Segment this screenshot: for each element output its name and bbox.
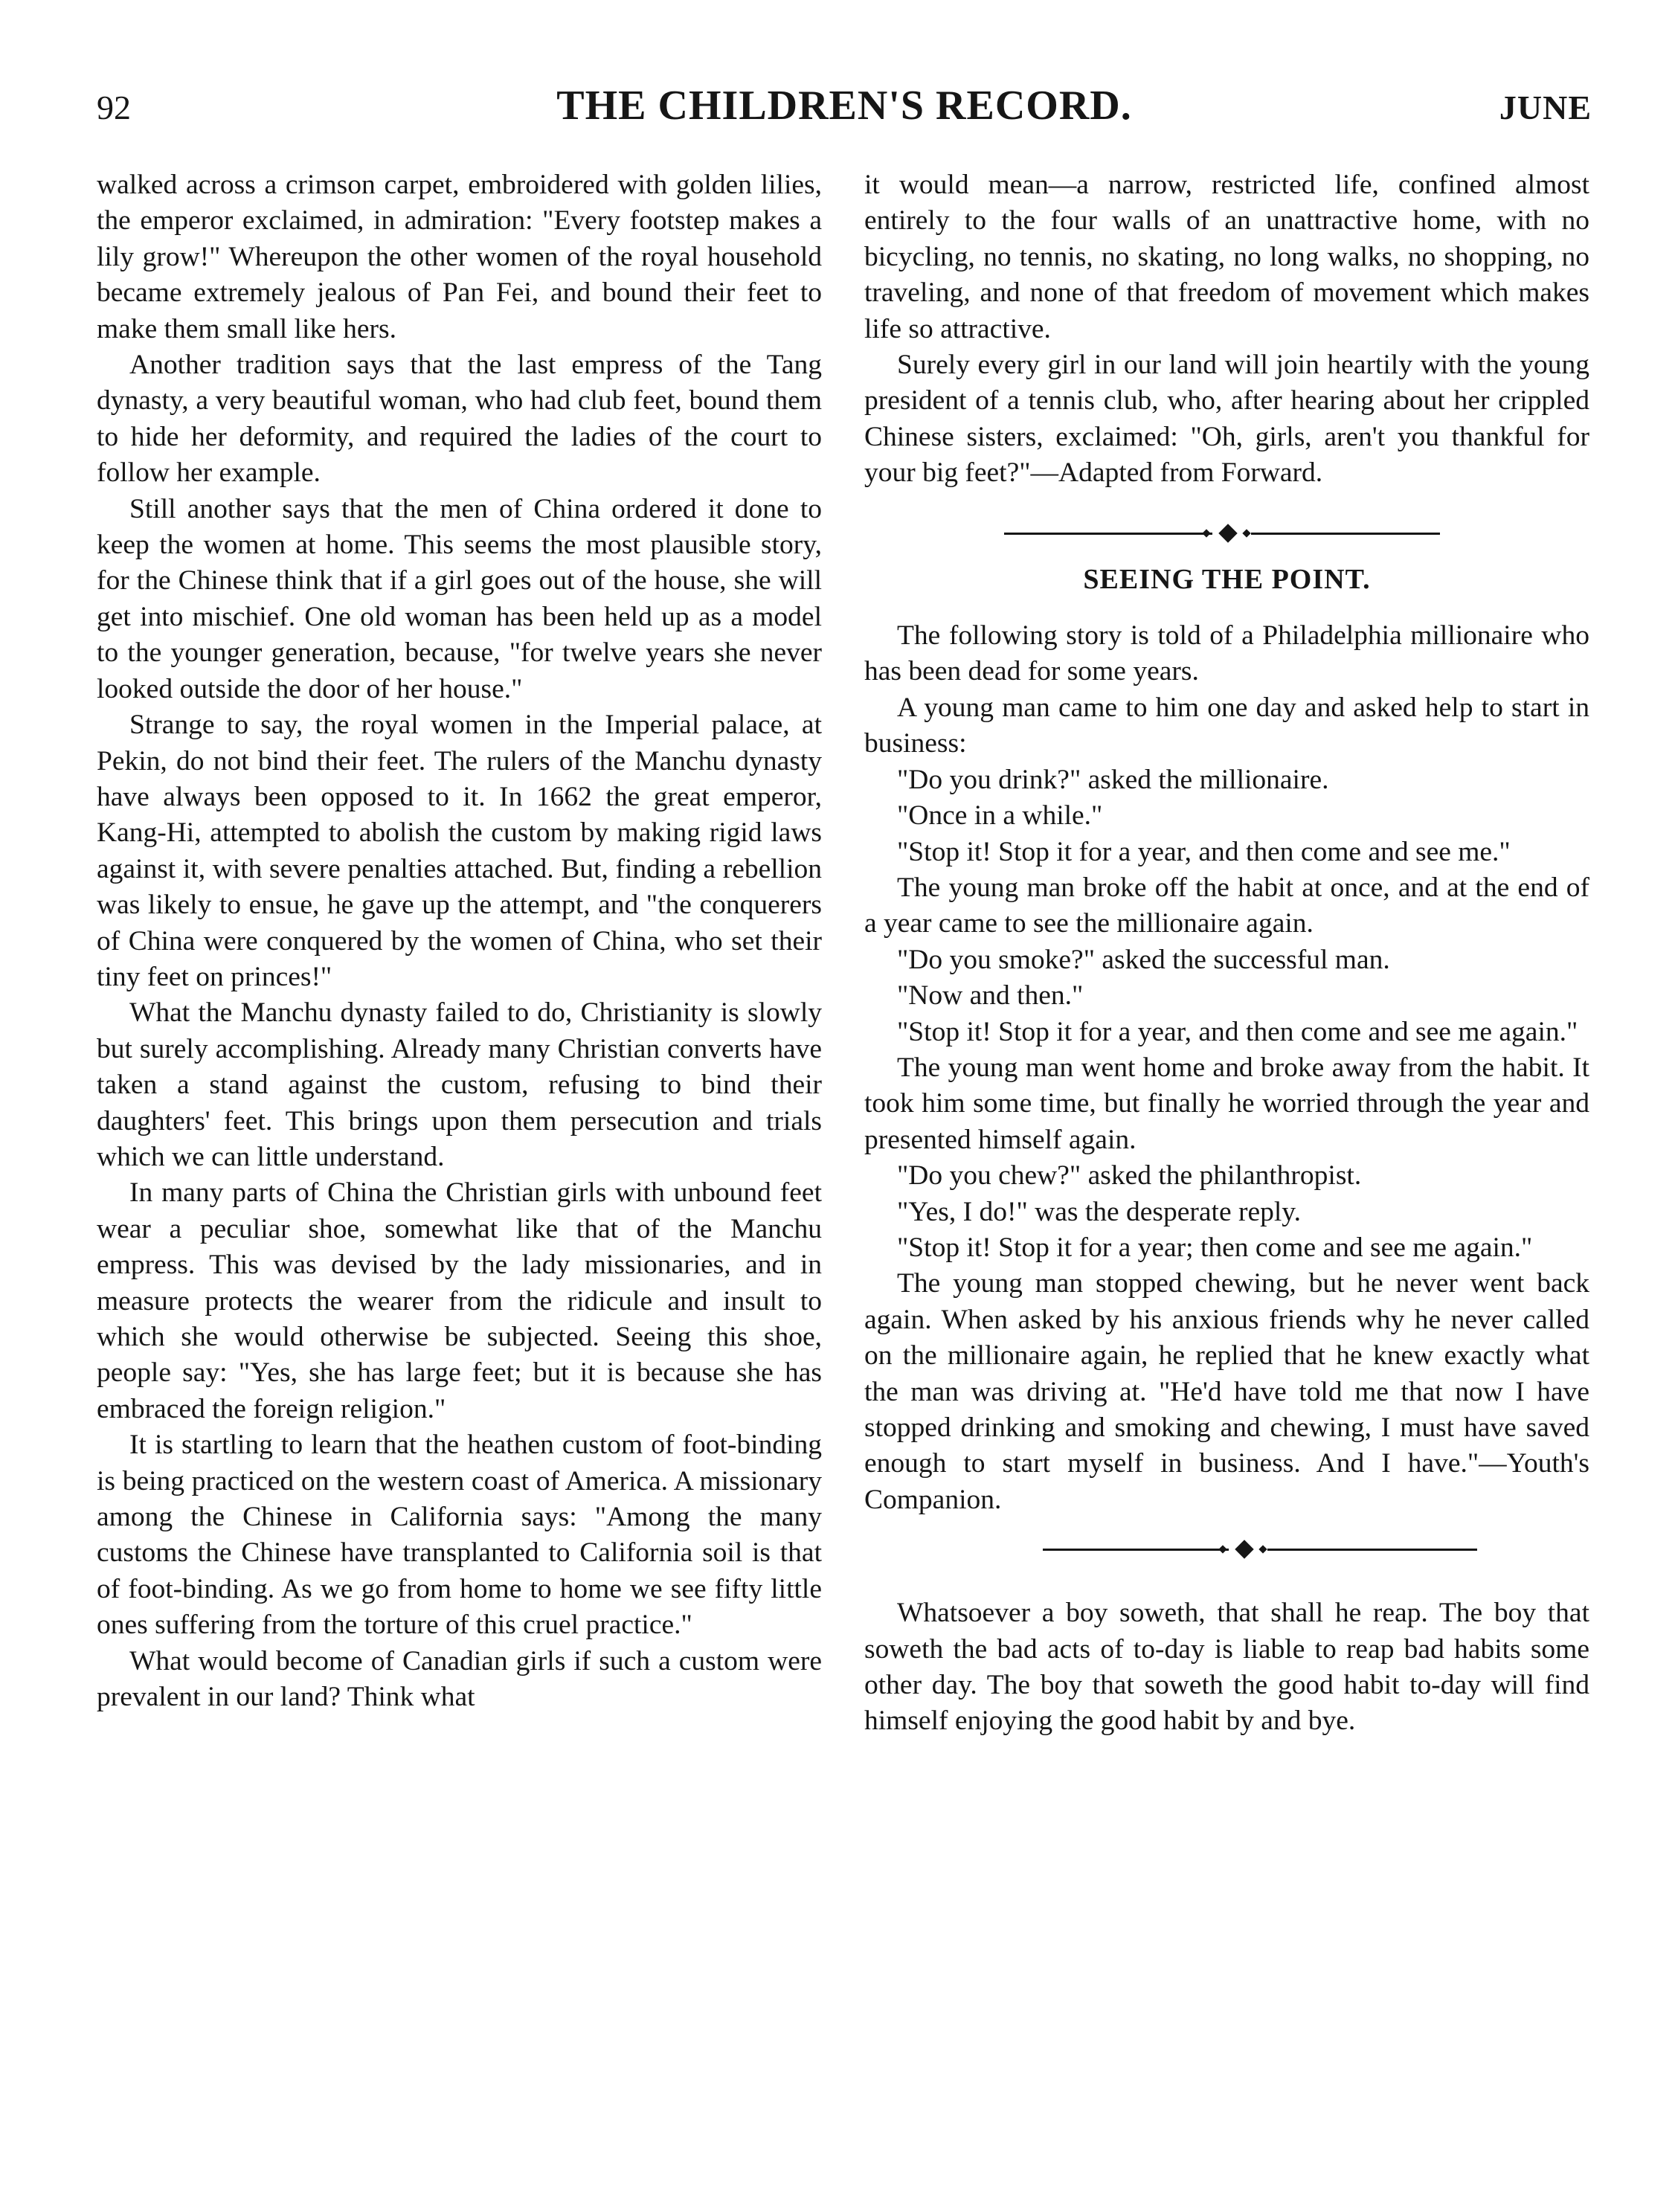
paragraph: The following story is told of a Philadelphia millionaire who has been dead for some years.	[864, 620, 1589, 687]
divider-line-right	[1251, 533, 1440, 535]
divider-dot-right	[1242, 529, 1250, 537]
paragraph: It is startling to learn that the heathen custom of foot-binding is being practiced on the western coast of America. A missionary among the Chinese in California says: "Among the many customs the Chinese have transplanted to California soil is that of foot-binding. As we go from home to home we see fifty little ones suffering from the torture of this cruel practice."	[97, 1430, 822, 1641]
paragraph: A young man came to him one day and asked help to start in business:	[864, 692, 1589, 759]
paragraph: "Stop it! Stop it for a year, and then come and see me."	[897, 836, 1511, 867]
paragraph: Still another says that the men of China ordered it done to keep the women at home. This seems the most plausible story, for the Chinese think that if a girl goes out of the house, she will get into mischief. One old woman has been held up as a model to the younger generation, because, "for twelve years she never looked outside the door of her house."	[97, 493, 822, 704]
paragraph: Strange to say, the royal women in the Imperial palace, at Pekin, do not bind their feet. The rulers of the Manchu dynasty have always been opposed to it. In 1662 the great emperor, Kang-Hi, attempted to abolish the custom by making rigid laws against it, with severe penalties attached. But, finding a rebellion was likely to ensue, he gave up the attempt, and "the conquerers of China were conquered by the women of China, who set their tiny feet on princes!"	[97, 710, 822, 992]
paragraph: Another tradition says that the last empress of the Tang dynasty, a very beautiful woman, who had club feet, bound them to hide her deformity, and required the ladies of the court to follow her example.	[97, 350, 822, 489]
page-header	[97, 82, 1592, 134]
divider-line-right	[1267, 1549, 1477, 1551]
paragraph: What the Manchu dynasty failed to do, Christianity is slowly but surely accomplishing. Already many Christian converts have taken a stand against the custom, refusing to bind their daughters' feet. This brings upon them persecution and trials which we can little understand.	[97, 997, 822, 1172]
paragraph: "Do you smoke?" asked the successful man.	[897, 944, 1390, 975]
issue-month: JUNE	[1499, 89, 1592, 126]
divider-line-left	[1043, 1549, 1229, 1551]
paragraph: "Once in a while."	[897, 800, 1103, 832]
paragraph: "Do you drink?" asked the millionaire.	[897, 764, 1329, 795]
paragraph: Surely every girl in our land will join heartily with the young president of a tennis club, who, after hearing about her crippled Chinese sisters, exclaimed: "Oh, girls, aren't you thankful for your big feet?"—Adapted from Forward.	[864, 350, 1589, 489]
left-column	[97, 167, 822, 1715]
paragraph: "Stop it! Stop it for a year; then come and see me again."	[897, 1232, 1533, 1263]
paragraph: What would become of Canadian girls if such a custom were prevalent in our land? Think what	[97, 1645, 822, 1713]
paragraph: walked across a crimson carpet, embroidered with golden lilies, the emperor exclaimed, in admiration: "Every footstep makes a lily grow!" Whereupon the other women of the royal household became extremely jealous of Pan Fei, and bound their feet to make them small like hers.	[97, 170, 822, 344]
paragraph: "Yes, I do!" was the desperate reply.	[897, 1196, 1301, 1227]
paragraph: The young man stopped chewing, but he never went back again. When asked by his anxious friends why he never called on the millionaire again, he replied that he knew exactly what the man was driving at. "He'd have told me that now I have stopped drinking and smoking and chewing, I must have saved enough to start myself in business. And I have."—Youth's Companion.	[864, 1268, 1589, 1515]
paragraph: "Stop it! Stop it for a year, and then come and see me again."	[897, 1016, 1578, 1047]
page-number: 92	[97, 89, 131, 126]
ornamental-divider	[864, 1540, 1589, 1558]
paragraph: "Now and then."	[897, 980, 1084, 1012]
paragraph: The young man broke off the habit at once, and at the end of a year came to see the millionaire again.	[864, 872, 1589, 939]
paragraph: In many parts of China the Christian girls with unbound feet wear a peculiar shoe, somewhat like that of the Manchu empress. This was devised by the lady missionaries, and in measure protects the wearer from the ridicule and insult to which she would otherwise be subjected. Seeing this shoe, people say: "Yes, she has large feet; but it is because she has embraced the foreign religion."	[97, 1177, 822, 1424]
right-column	[864, 167, 1589, 1740]
divider-line-left	[1004, 533, 1212, 535]
ornamental-divider	[864, 524, 1589, 542]
divider-diamond	[1218, 524, 1237, 542]
divider-dot-left	[1218, 1546, 1226, 1554]
divider-diamond	[1235, 1540, 1253, 1558]
section-title: SEEING THE POINT.	[1083, 563, 1371, 595]
divider-dot-right	[1258, 1546, 1267, 1554]
paragraph: it would mean—a narrow, restricted life, confined almost entirely to the four walls of an unattractive home, with no bicycling, no tennis, no skating, no long walks, no shopping, no traveling, and none of that freedom of movement which makes life so attractive.	[864, 170, 1589, 344]
paragraph: The young man went home and broke away from the habit. It took him some time, but finally he worried through the year and presented himself again.	[864, 1052, 1589, 1155]
paragraph: "Do you chew?" asked the philanthropist.	[897, 1160, 1362, 1192]
divider-dot-left	[1202, 529, 1210, 537]
journal-title: THE CHILDREN'S RECORD.	[556, 83, 1132, 129]
paragraph: Whatsoever a boy soweth, that shall he reap. The boy that soweth the bad acts of to-day is liable to reap bad habits some other day. The boy that soweth the good habit to-day will find himself enjoying the good habit by and bye.	[864, 1598, 1589, 1737]
